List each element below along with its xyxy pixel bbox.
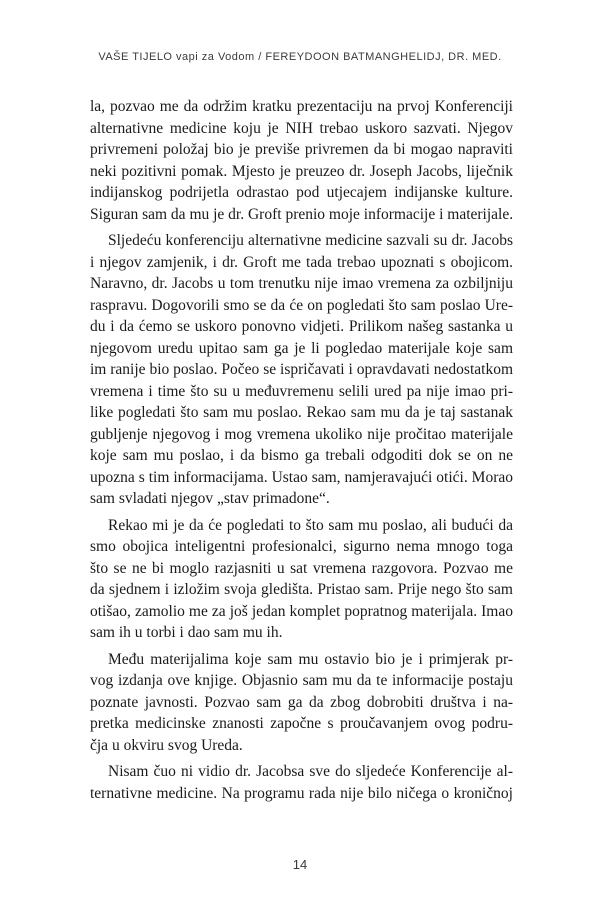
text-line: što se ne bi moglo razjasniti u sat vremena razgovora. Pozvao me bbox=[90, 559, 513, 577]
text-line: koje sam mu poslao, i da bismo ga trebali odgoditi dok se on ne bbox=[90, 447, 513, 464]
text-line: da sjednem i izložim svoja gledišta. Pristao sam. Prije nego što sam bbox=[90, 581, 513, 598]
text-line: Nisam čuo ni vidio dr. Jacobsa sve do sljedeće Konferencije al- bbox=[108, 763, 513, 780]
text-line: Siguran sam da mu je dr. Groft prenio moje informacije i materijale. bbox=[90, 205, 514, 223]
paragraph-5 bbox=[90, 761, 513, 804]
text-line: pretka medicinske znanosti započne s proučavanjem ovog podru- bbox=[90, 715, 513, 732]
text-line: smo obojica inteligentni profesionalci, sigurno nema mnogo toga bbox=[90, 538, 513, 555]
text-line: Naravno, dr. Jacobs u tom trenutku nije imao vremena za ozbiljniju bbox=[90, 275, 513, 292]
text-line: indijanskog podrijetla odrastao pod utjecajem indijanske kulture. bbox=[90, 184, 513, 201]
text-line: sam svladati njegov „stav primadone“. bbox=[90, 490, 330, 507]
text-line: Sljedeću konferenciju alternativne medicine sazvali su dr. Jacobs bbox=[108, 232, 513, 249]
text-line: vremena i time što su u međuvremenu selili ured pa nije imao pri- bbox=[90, 382, 513, 400]
text-line: upozna s tim informacijama. Ustao sam, namjeravajući otići. Morao bbox=[90, 468, 513, 486]
text-line: neki pozitivni pomak. Mjesto je preuzeo dr. Joseph Jacobs, liječnik bbox=[90, 162, 513, 180]
text-line: otišao, zamolio me za još jedan komplet popratnog materijala. Imao bbox=[90, 602, 513, 620]
text-line: sam ih u torbi i dao sam mu ih. bbox=[90, 624, 283, 641]
page-number: 14 bbox=[292, 857, 308, 872]
text-line: raspravu. Dogovorili smo se da će on pogledati što sam poslao Ure- bbox=[90, 296, 513, 314]
text-line: privremeni položaj bio je previše privremen da bi mogao napraviti bbox=[90, 141, 513, 158]
text-line: i njegov zamjenik, i dr. Groft me tada trebao upoznati s obojicom. bbox=[90, 253, 513, 271]
text-line: poznate javnosti. Pozvao sam ga da zbog dobrobiti društva i na- bbox=[90, 693, 513, 711]
paragraph-1 bbox=[90, 96, 513, 225]
running-header: VAŠE TIJELO vapi za Vodom / FEREYDOON BATMANGHELIDJ, DR. MED. bbox=[98, 51, 502, 63]
text-line: im ranije bio poslao. Počeo se ispričavati i opravdavati nedostatkom bbox=[90, 361, 513, 378]
text-line: la, pozvao me da održim kratku prezentaciju na prvoj Konferenciji bbox=[90, 98, 513, 115]
text-line: gubljenje njegovog i mog vremena ukoliko nije pročitao materijale bbox=[90, 425, 513, 443]
text-line: Rekao mi je da će pogledati to što sam mu poslao, ali budući da bbox=[108, 516, 513, 534]
text-line: vog izdanja ove knjige. Objasnio sam mu da te informacije postaju bbox=[90, 672, 513, 689]
text-line: alternativne medicine koju je NIH trebao uskoro sazvati. Njegov bbox=[90, 119, 513, 137]
text-line: njegovom uredu upitao sam ga je li pogledao materijale koje sam bbox=[90, 339, 513, 357]
text-line: Među materijalima koje sam mu ostavio bio je i primjerak pr- bbox=[108, 650, 513, 668]
text-line: čja u okviru svog Ureda. bbox=[90, 736, 243, 754]
text-line: ternativne medicine. Na programu rada nije bilo ničega o kroničnoj bbox=[90, 784, 513, 802]
paragraph-2 bbox=[90, 230, 513, 510]
text-line: like pogledati što sam mu poslao. Rekao sam mu da je taj sastanak bbox=[90, 404, 513, 421]
text-line: du i da ćemo se uskoro ponovno vidjeti. Prilikom našeg sastanka u bbox=[90, 318, 513, 335]
paragraph-3 bbox=[90, 515, 513, 644]
paragraph-4 bbox=[90, 649, 513, 757]
body-text bbox=[90, 96, 513, 804]
